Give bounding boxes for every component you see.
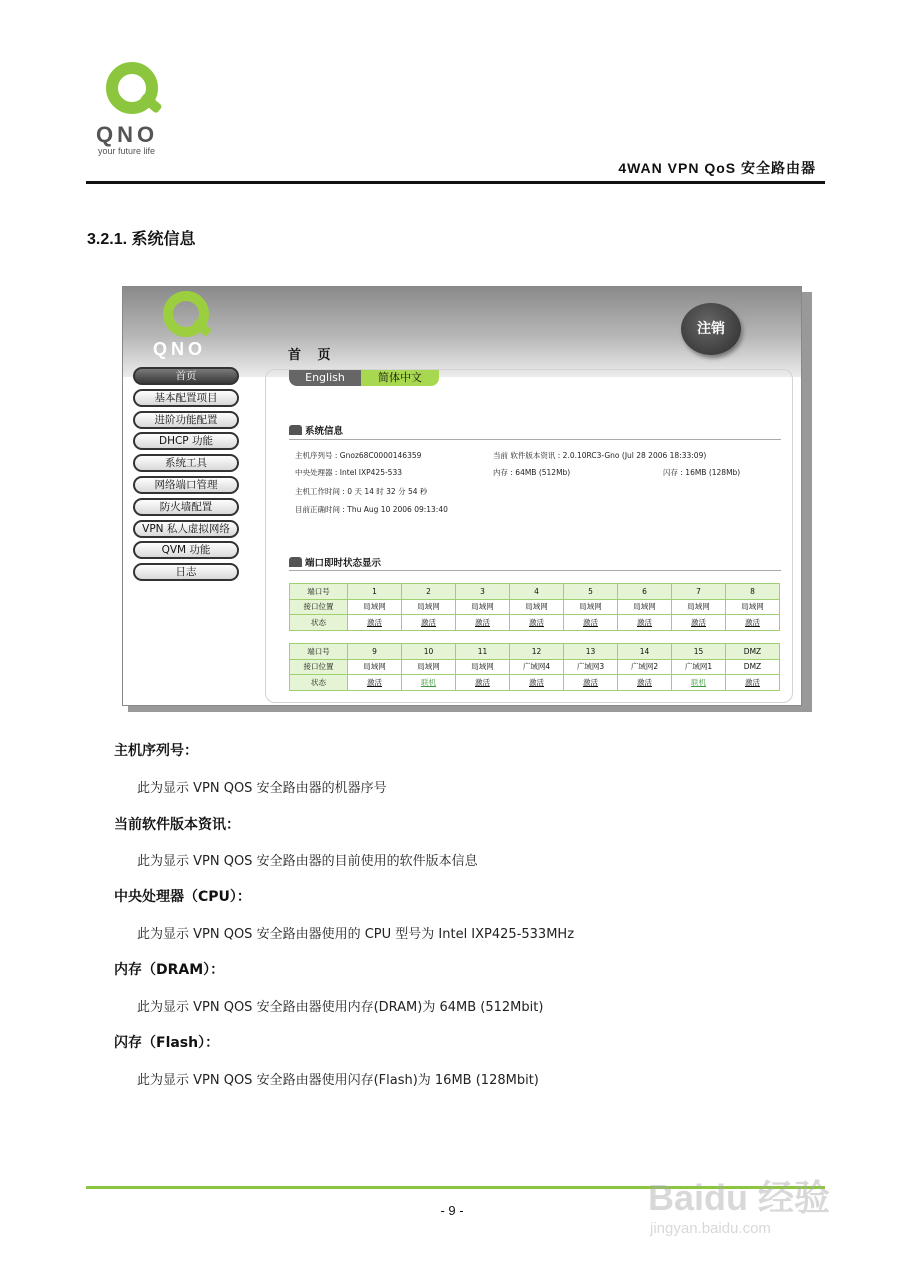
- router-ui-screenshot: [122, 286, 802, 706]
- router-sidebar-menu: [133, 367, 239, 585]
- tab-english[interactable]: English: [289, 370, 361, 386]
- port-status-link[interactable]: 激活: [618, 615, 672, 631]
- logo-brand: QNO: [96, 122, 159, 147]
- term-cpu: 中央处理器（CPU）：: [114, 889, 251, 905]
- port-status-link[interactable]: 激活: [348, 615, 402, 631]
- logo-tagline: your future life: [98, 146, 156, 156]
- table-row: 端口号 9 10 11 12 13 14 15 DMZ: [290, 644, 780, 660]
- port-status-link[interactable]: 联机: [402, 675, 456, 691]
- port-status-link[interactable]: 激活: [564, 675, 618, 691]
- current-time-info: 目前正确时间 : Thu Aug 10 2006 09:13:40: [295, 505, 448, 514]
- port-status-link[interactable]: 激活: [726, 615, 780, 631]
- menu-item-home[interactable]: 首页: [133, 367, 239, 385]
- port-status-link[interactable]: 激活: [564, 615, 618, 631]
- term-serial: 主机序列号：: [114, 743, 198, 759]
- port-status-link[interactable]: 激活: [456, 675, 510, 691]
- menu-item-basic-setup[interactable]: 基本配置项目: [133, 389, 239, 407]
- flash-info: 闪存 : 16MB (128Mb): [663, 468, 741, 477]
- menu-item-vpn[interactable]: VPN 私人虚拟网络: [133, 520, 239, 538]
- port-status-table-2: [289, 643, 780, 691]
- menu-item-advanced[interactable]: 进阶功能配置: [133, 411, 239, 429]
- document-title: 4WAN VPN QoS 安全路由器: [618, 160, 816, 176]
- term-firmware: 当前软件版本资讯：: [114, 817, 240, 833]
- table-row: 接口位置 局域网 局域网 局域网 局域网 局域网 局域网 局域网 局域网: [290, 599, 780, 615]
- dram-info: 内存 : 64MB (512Mb): [493, 468, 571, 477]
- port-status-link[interactable]: 激活: [402, 615, 456, 631]
- desc-flash: 此为显示 VPN QOS 安全路由器使用闪存(Flash)为 16MB (128Mbit): [137, 1073, 539, 1088]
- port-status-link[interactable]: 激活: [510, 675, 564, 691]
- menu-item-system-tools[interactable]: 系统工具: [133, 454, 239, 472]
- menu-item-dhcp[interactable]: DHCP 功能: [133, 432, 239, 450]
- port-status-link[interactable]: 激活: [510, 615, 564, 631]
- table-row: 端口号 1 2 3 4 5 6 7 8: [290, 584, 780, 600]
- page-number: - 9 -: [440, 1203, 464, 1218]
- baidu-watermark: Baidu 经验 jingyan.baidu.com: [648, 1177, 831, 1237]
- system-info-heading: 系统信息: [289, 423, 343, 437]
- desc-cpu: 此为显示 VPN QOS 安全路由器使用的 CPU 型号为 Intel IXP425-533MHz: [137, 927, 575, 942]
- table-row: 接口位置 局域网 局域网 局域网 广域网4 广域网3 广域网2 广域网1 DMZ: [290, 659, 780, 675]
- section-title: 3.2.1. 系统信息: [87, 231, 196, 248]
- table-row: 状态 激活 联机 激活 激活 激活 激活 联机 激活: [290, 675, 780, 691]
- port-status-heading: 端口即时状态显示: [289, 555, 381, 569]
- term-flash: 闪存（Flash）：: [114, 1035, 220, 1051]
- table-row: 状态 激活 激活 激活 激活 激活 激活 激活 激活: [290, 615, 780, 631]
- firmware-version: 当前 软件版本资讯 : 2.0.10RC3-Gno (Jul 28 2006 18:33:09): [493, 451, 707, 460]
- menu-item-qvm[interactable]: QVM 功能: [133, 541, 239, 559]
- router-ui-header: QNO 注销 首 页: [123, 287, 802, 377]
- desc-dram: 此为显示 VPN QOS 安全路由器使用内存(DRAM)为 64MB (512Mbit): [137, 1000, 544, 1015]
- port-status-link[interactable]: 激活: [456, 615, 510, 631]
- term-dram: 内存（DRAM）：: [114, 962, 225, 978]
- menu-item-firewall[interactable]: 防火墙配置: [133, 498, 239, 516]
- desc-serial: 此为显示 VPN QOS 安全路由器的机器序号: [137, 781, 387, 796]
- cpu-info: 中央处理器 : Intel IXP425-533: [295, 468, 402, 477]
- serial-number: 主机序列号 : Gnoz68C0000146359: [295, 451, 422, 460]
- port-status-link[interactable]: 激活: [726, 675, 780, 691]
- router-page-title: 首 页: [288, 348, 337, 363]
- port-status-link[interactable]: 激活: [672, 615, 726, 631]
- qno-logo: [96, 60, 186, 160]
- menu-item-log[interactable]: 日志: [133, 563, 239, 581]
- port-status-link[interactable]: 激活: [348, 675, 402, 691]
- tab-simplified-chinese[interactable]: 简体中文: [361, 370, 439, 386]
- port-status-table-1: [289, 583, 780, 631]
- uptime-info: 主机工作时间 : 0 天 14 时 32 分 54 秒: [295, 487, 428, 496]
- folder-icon: [289, 557, 302, 567]
- logout-button[interactable]: 注销: [681, 303, 741, 355]
- folder-icon: [289, 425, 302, 435]
- port-status-link[interactable]: 激活: [618, 675, 672, 691]
- menu-item-port-management[interactable]: 网络端口管理: [133, 476, 239, 494]
- desc-firmware: 此为显示 VPN QOS 安全路由器的目前使用的软件版本信息: [137, 854, 478, 869]
- port-status-link[interactable]: 联机: [672, 675, 726, 691]
- header-divider: [86, 181, 825, 184]
